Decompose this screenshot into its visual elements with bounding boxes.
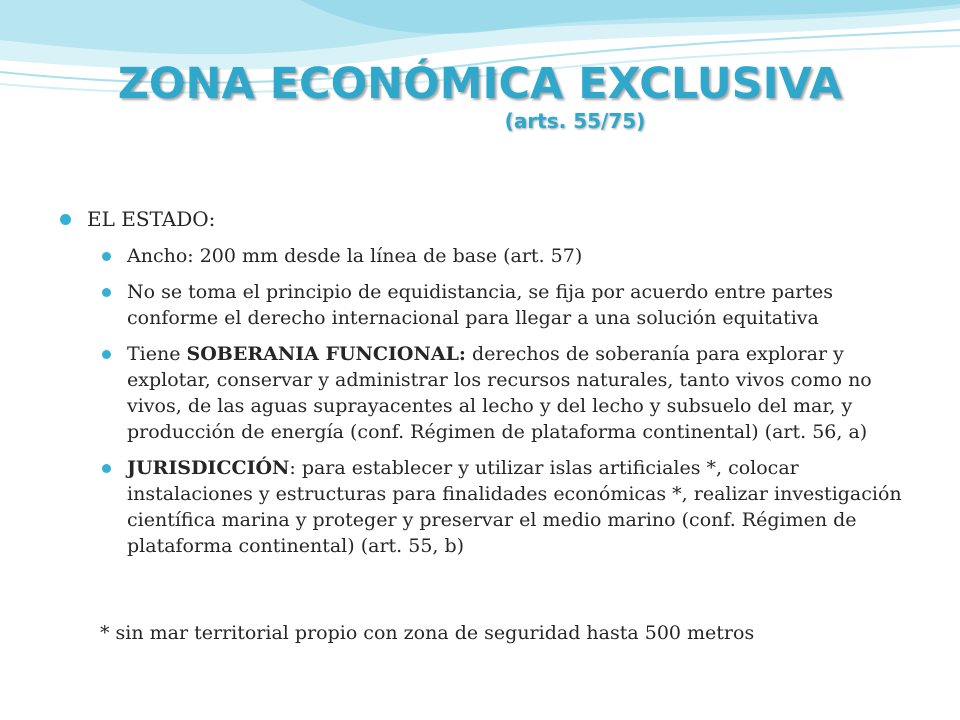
title-block xyxy=(0,58,960,134)
bullet-item-equidistancia xyxy=(100,279,920,331)
bullet-dot-icon xyxy=(102,252,111,261)
bullet-dot-icon xyxy=(102,288,111,297)
heading-text: EL ESTADO: xyxy=(87,207,216,231)
bullet-dot-icon xyxy=(60,214,71,225)
bullet-heading xyxy=(60,205,920,233)
bullet-bold-term: SOBERANIA FUNCIONAL: xyxy=(186,343,466,365)
bullet-item-jurisdiccion xyxy=(100,455,920,559)
bullet-text: No se toma el principio de equidistancia, se fija por acuerdo entre partes conforme el derecho internacional para llegar a una solución equitativa xyxy=(127,281,833,329)
bullet-text: Ancho: 200 mm desde la línea de base (art. 57) xyxy=(127,245,583,267)
bullet-dot-icon xyxy=(102,464,111,473)
bullet-dot-icon xyxy=(102,350,111,359)
bullet-bold-term: JURISDICCIÓN xyxy=(127,457,290,479)
bullet-item-soberania xyxy=(100,341,920,445)
footnote: * sin mar territorial propio con zona de seguridad hasta 500 metros xyxy=(100,622,755,644)
slide-subtitle: (arts. 55/75) xyxy=(504,109,646,133)
bullet-item-ancho xyxy=(100,243,920,269)
bullet-text-pre: Tiene xyxy=(127,343,187,365)
bullet-list xyxy=(60,205,920,569)
bullet-text-post: derechos de soberanía para explorar y explotar, conservar y administrar los recursos naturales, tanto vivos como no vivos, de las aguas suprayacentes al lecho y del lecho y subsuelo del mar, y producción de energía (conf. Régimen de plataforma continental) (art. 56, a) xyxy=(127,343,872,443)
slide-title: ZONA ECONÓMICA EXCLUSIVA xyxy=(117,59,843,109)
bullet-text-post: : para establecer y utilizar islas artificiales *, colocar instalaciones y estructuras para finalidades económicas *, realizar investigación científica marina y proteger y preservar el medio marino (conf. Régimen de plataforma continental) (art. 55, b) xyxy=(127,457,902,557)
